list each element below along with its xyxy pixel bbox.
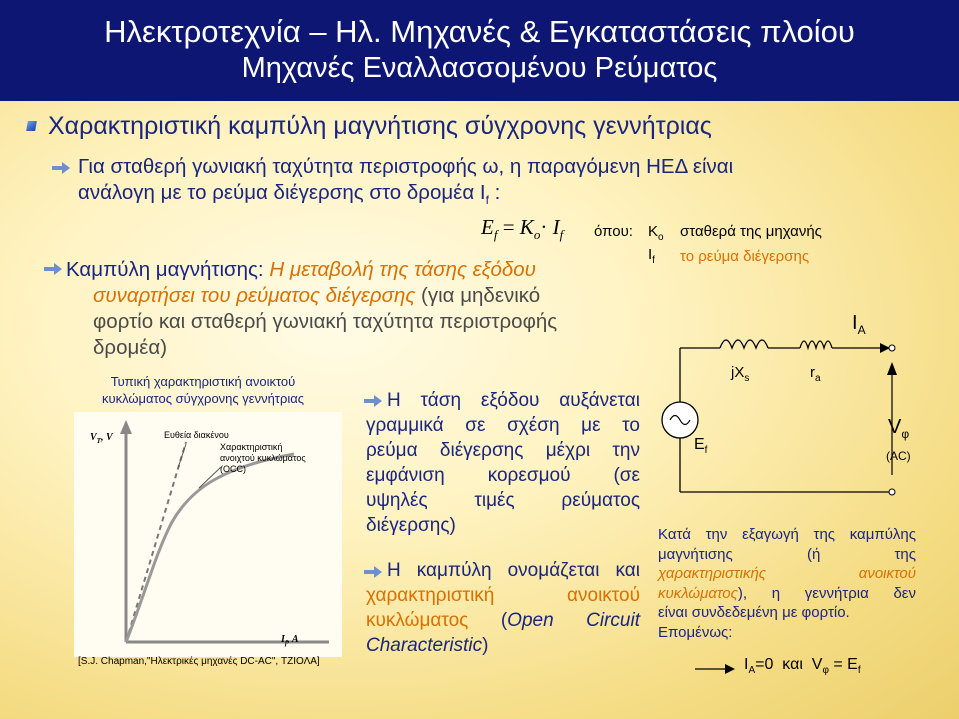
- intro-line-2: [78, 180, 733, 213]
- eq-and: και: [782, 656, 803, 673]
- note-line-2: μαγνήτισης (ή της: [658, 545, 916, 563]
- implies-arrow-icon: [695, 663, 735, 675]
- inductor-symbol: [720, 340, 768, 348]
- intro-line-1: Για σταθερή γωνιακή ταχύτητα περιστροφής ω, η παραγόμενη ΗΕΔ είναι: [78, 155, 734, 178]
- figure-caption-line-1: Τυπική χαρακτηριστική ανοικτού: [110, 374, 296, 389]
- point-occ-line-2: χαρακτηριστική ανοικτού: [366, 585, 640, 606]
- magnetisation-line-2: [66, 283, 626, 309]
- point-occ-body: [366, 583, 640, 658]
- eq-ef-symbol: = E: [828, 656, 858, 673]
- intro-text: [78, 154, 733, 213]
- point-linear: [387, 388, 640, 413]
- formula-dot: ·: [540, 215, 548, 239]
- eq-ef-sub: f: [857, 665, 861, 677]
- point-occ-paren-close: ): [482, 635, 489, 656]
- point-occ-line-4: [366, 633, 640, 658]
- point-occ-paren: (: [468, 610, 508, 631]
- x-axis-unit: , A: [287, 634, 299, 645]
- vphi-label: [888, 416, 909, 441]
- intro-line-2-text: ανάλογη με το ρεύμα διέγερσης στο δρομέα I: [78, 181, 486, 204]
- air-gap-label: Ευθεία διακένου: [164, 430, 229, 440]
- occ-label-line-3: (OCC): [220, 464, 246, 474]
- formula-k-sub: o: [533, 227, 541, 243]
- voltage-arrowhead: [887, 362, 897, 375]
- note-line-5: είναι συνδεδεμένη με φορτίο.: [658, 604, 850, 621]
- point-occ-line-1: Η καμπύλη ονομάζεται και: [387, 560, 640, 581]
- legend-k-description: σταθερά της μηχανής: [680, 223, 822, 240]
- point-linear-line-6: διέγερσης): [366, 515, 456, 536]
- equivalent-circuit: [640, 310, 945, 510]
- y-axis-sub: T: [96, 437, 101, 445]
- magnetisation-line-3: φορτίο και σταθερή γωνιακή ταχύτητα περιστροφής: [93, 310, 558, 333]
- jxs-sub: s: [744, 373, 750, 384]
- formula-i: I: [552, 215, 560, 239]
- ef-symbol: E: [694, 436, 705, 453]
- note-term: κυκλώματος: [658, 584, 738, 602]
- ac-label: (AC): [886, 449, 911, 463]
- page-title: Ηλεκτροτεχνία – Ηλ. Μηχανές & Εγκαταστάσεις πλοίου: [104, 14, 855, 49]
- page-subtitle: Μηχανές Εναλλασσομένου Ρεύματος: [241, 52, 718, 84]
- note-line-4: [658, 584, 916, 604]
- ra-label: [810, 364, 821, 384]
- section-heading: Χαρακτηριστική καμπύλη μαγνήτισης σύγχρονης γεννήτριας: [48, 112, 712, 140]
- formula-k: K: [519, 215, 534, 239]
- occ-graph: [74, 412, 342, 657]
- legend-i: [648, 246, 655, 266]
- occ-label-line-1: Χαρακτηριστική: [220, 442, 283, 452]
- vphi-sub: φ: [901, 427, 910, 441]
- point-linear-line-5: υψηλές τιμές ρεύματος: [366, 490, 640, 511]
- formula-e: E: [481, 215, 494, 239]
- magnetisation-line-4: δρομέα): [93, 336, 168, 359]
- circuit-svg: [640, 310, 945, 510]
- point-occ-english-2: Characteristic: [366, 635, 483, 656]
- square-bullet-icon: [26, 121, 37, 131]
- ef-sub: f: [704, 445, 708, 457]
- note-line-3: χαρακτηριστικής ανοικτού: [658, 565, 916, 582]
- occ-label: [220, 442, 306, 475]
- legend-k: [648, 223, 664, 243]
- ra-sub: a: [815, 373, 821, 384]
- terminal-top: [889, 345, 895, 351]
- legend-i-symbol: I: [648, 246, 653, 263]
- eq-ia-sub: A: [748, 665, 756, 677]
- legend-k-symbol: K: [648, 223, 659, 240]
- y-axis-unit: , V: [100, 432, 113, 443]
- point-linear-line-2: γραμμικά σε σχέση με το: [366, 415, 640, 436]
- point-linear-body: [366, 413, 640, 538]
- legend-label: όπου:: [594, 223, 633, 240]
- magnetisation-term: Καμπύλη μαγνήτισης:: [66, 258, 264, 281]
- figure-caption: [68, 373, 338, 407]
- ia-sub: A: [857, 323, 866, 337]
- point-linear-line-4: εμφάνιση κορεσμού (σε: [366, 465, 640, 486]
- x-axis-label: [281, 634, 299, 647]
- intro-line-2-end: :: [488, 181, 501, 204]
- point-occ-line-3: [366, 608, 640, 633]
- ia-symbol: I: [852, 312, 858, 334]
- occ-label-line-2: ανοιχτού κυκλώματος: [220, 453, 306, 463]
- y-axis-symbol: V: [90, 432, 97, 443]
- legend-k-sub: o: [658, 232, 664, 243]
- legend-i-sub: f: [652, 255, 655, 266]
- formula-e-sub: f: [493, 227, 498, 243]
- magnetisation-text: [66, 257, 626, 361]
- vphi-symbol: V: [888, 416, 902, 438]
- terminal-bottom: [889, 489, 895, 495]
- y-axis-label: [90, 432, 113, 445]
- eq-ia-symbol: I: [744, 656, 749, 673]
- eq-v-sub: φ: [822, 665, 829, 677]
- note-text: [658, 525, 916, 642]
- note-line-6: Επομένως:: [658, 623, 733, 641]
- formula-i-sub: f: [559, 227, 564, 243]
- point-occ: [387, 558, 640, 583]
- point-linear-line-3: ρεύμα διέγερσης μέχρι την: [366, 440, 640, 461]
- legend-i-description: το ρεύμα διέγερσης: [680, 248, 810, 265]
- eq-ia-value: =0: [755, 656, 774, 673]
- point-occ-english-1: Open Circuit: [507, 610, 640, 631]
- figure-reference: [S.J. Chapman,"Ηλεκτρικές μηχανές DC-AC", ΤΖΙΟΛΑ]: [78, 656, 320, 667]
- title-banner: [0, 0, 959, 101]
- formula: [481, 215, 563, 243]
- note-line-1: Κατά την εξαγωγή της καμπύλης: [658, 526, 916, 543]
- arrow-bullet-icon: [364, 395, 382, 407]
- intro-line-2-sub: f: [485, 193, 489, 208]
- magnetisation-desc-2: συναρτήσει του ρεύματος διέγερσης: [93, 284, 416, 307]
- ra-symbol: r: [810, 364, 815, 381]
- resistor-symbol: [800, 341, 832, 348]
- ef-label: [694, 436, 707, 456]
- magnetisation-desc-2b: (για μηδενικό: [415, 284, 541, 307]
- note-line-4-rest: ), η γεννήτρια δεν: [737, 584, 916, 602]
- eq-v-symbol: V: [811, 656, 823, 673]
- arrow-bullet-icon: [52, 162, 70, 174]
- arrow-bullet-icon: [364, 566, 382, 578]
- ia-label: [852, 312, 866, 337]
- jxs-label: [731, 364, 749, 384]
- magnetisation-line-1: [66, 257, 626, 283]
- x-axis-symbol: I: [281, 634, 285, 645]
- jxs-symbol: jX: [731, 364, 745, 381]
- x-axis-sub: f: [284, 639, 288, 647]
- arrow-bullet-icon: [44, 263, 62, 275]
- formula-equals: =: [497, 215, 520, 239]
- point-linear-line-1: Η τάση εξόδου αυξάνεται: [387, 390, 640, 411]
- figure-caption-line-2: κυκλώματος σύγχρονης γεννήτριας: [101, 391, 305, 406]
- magnetisation-desc-1: Η μεταβολή της τάσης εξόδου: [263, 258, 536, 281]
- result-equation: [744, 656, 861, 676]
- point-occ-term: κυκλώματος: [366, 610, 469, 631]
